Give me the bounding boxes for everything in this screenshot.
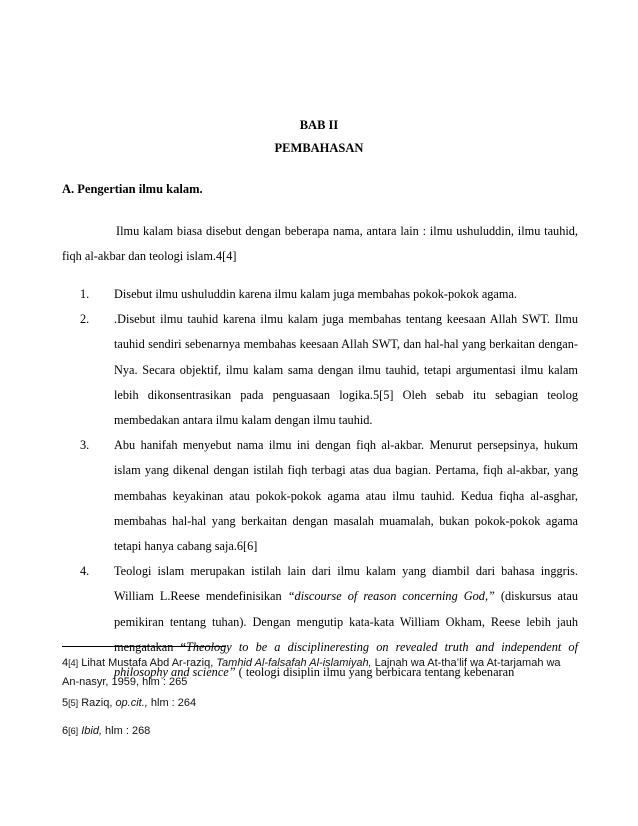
- list-item-text: Abu hanifah menyebut nama ilmu ini dengan fiqh al-akbar. Menurut persepsinya, hukum islam yang dikenal dengan istilah fiqh terbagi atas dua bagian. Pertama, fiqh al-akbar, yang membahas keyakinan atau pokok-pokok agama atau ilmu tauhid. Kedua fiqha al-asghar, membahas hal-hal yang berkaitan dengan masalah muamalah, bukan pokok-pokok agama tetapi hanya cabang saja.6[6]: [114, 438, 578, 554]
- list-item-text: ( teologi disiplin ilmu yang berbicara tentang kebenaran: [235, 665, 515, 680]
- quote-text: “discourse of reason concerning God,”: [287, 589, 495, 604]
- intro-paragraph: [62, 219, 578, 269]
- section-heading: A. Pengertian ilmu kalam.: [62, 182, 203, 196]
- footnote-text: hlm : 268: [102, 725, 151, 737]
- quote-text: Theology to be a disciplineresting on revealed truth and independent of philosophy and science”: [114, 639, 578, 680]
- footnote-title: Ibid,: [81, 725, 102, 737]
- footnote-separator: [62, 646, 226, 647]
- footnote-title: op.cit.,: [115, 697, 148, 709]
- footnote-text: Lajnah wa At-tha’lif wa At-tarjamah wa An-nasyr, 1959, hlm : 265: [62, 657, 561, 688]
- footnote-number: 5: [62, 697, 69, 709]
- footnote-ref: [5]: [68, 698, 79, 708]
- footnote-number: 4: [62, 657, 69, 669]
- list-item-number: 3.: [80, 438, 90, 453]
- list-item: [80, 282, 578, 307]
- numbered-list: [80, 282, 578, 685]
- list-item-text: .Disebut ilmu tauhid karena ilmu kalam juga membahas tentang keesaan Allah SWT. Ilmu tauhid sendiri sebenarnya membahas keesaan Allah SWT, dan hal-hal yang berkaitan dengan-Nya. Secara objektif, ilmu kalam sama dengan ilmu tauhid, tetapi argumentasi ilmu kalam lebih dikonsentrasikan pada penguasaan logika.5[5] Oleh sebab itu sebagian teolog membedakan antara ilmu kalam dengan ilmu tauhid.: [114, 312, 578, 428]
- footnote: [62, 654, 578, 692]
- list-item-text: Teologi islam merupakan istilah lain dari ilmu kalam yang diambil dari bahasa inggris. William L.Reese mendefinisikan: [114, 564, 578, 604]
- list-item-number: 2.: [80, 312, 90, 327]
- footnote-text: Raziq,: [78, 697, 116, 709]
- list-item-number: 1.: [80, 287, 90, 301]
- footnote: [62, 694, 578, 713]
- list-item-text: (diskursus atau pemikiran tentang tuhan). Dengan mengutip kata-kata William Okham, Reese lebih jauh mengatakan “: [114, 589, 578, 654]
- footnote-ref: [4]: [68, 658, 79, 668]
- chapter-title: PEMBAHASAN: [274, 141, 364, 155]
- list-item: [80, 307, 578, 433]
- footnote: [62, 722, 578, 741]
- list-item: [80, 433, 578, 559]
- list-item-number: 4.: [80, 564, 90, 579]
- footnote-number: 6: [62, 725, 69, 737]
- footnote-ref: [6]: [68, 726, 79, 736]
- footnote-text: hlm : 264: [147, 697, 197, 709]
- footnote-title: Tamhid Al-falsafah Al-islamiyah,: [216, 657, 372, 669]
- chapter-number: BAB II: [299, 118, 339, 132]
- list-item-text: Disebut ilmu ushuluddin karena ilmu kalam juga membahas pokok-pokok agama.: [114, 287, 517, 301]
- intro-text: Ilmu kalam biasa disebut dengan beberapa nama, antara lain : ilmu ushuluddin, ilmu tauhid, fiqh al-akbar dan teologi islam.4[4]: [62, 224, 578, 263]
- footnote-text: Lihat Mustafa Abd Ar-raziq,: [78, 657, 217, 669]
